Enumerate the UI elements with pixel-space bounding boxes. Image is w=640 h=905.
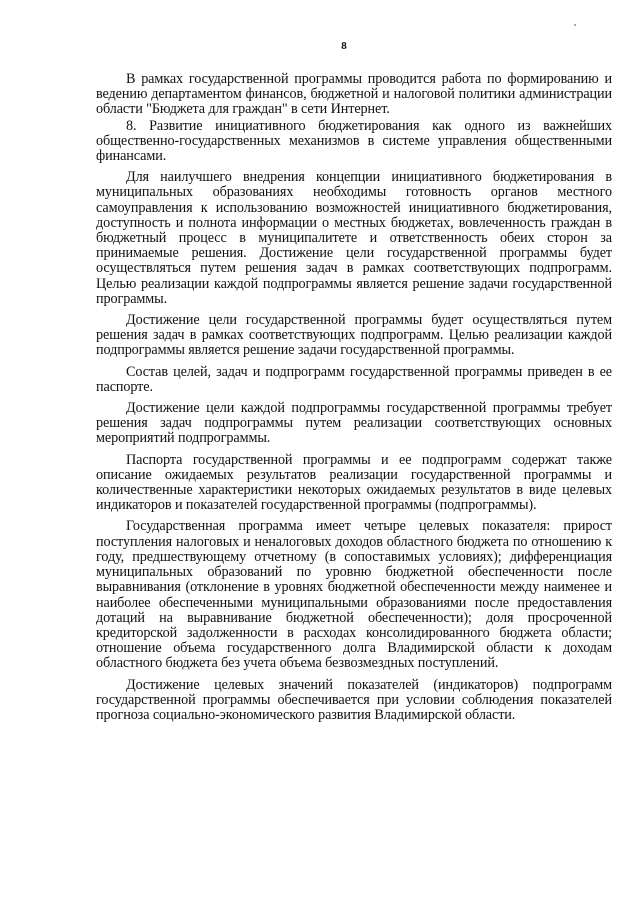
paragraph-initiative-budgeting-heading: 8. Развитие инициативного бюджетирования как одного из важнейших общественно-государственных механизмов в системе управления общественными финансами.	[96, 117, 612, 165]
scan-speck	[574, 24, 576, 26]
paragraph-budget-for-citizens: В рамках государственной программы проводится работа по формированию и ведению департаментом финансов, бюджетной и налоговой политики администрации области "Бюджета для граждан" в сети Интернет.	[96, 71, 612, 118]
paragraph-passport-contents: Паспорта государственной программы и ее подпрограмм содержат также описание ожидаемых результатов реализации государственной программы и количественные характеристики некоторых ожидаемых результатов в виде целевых индикаторов и показателей государственной программы (подпрограммы).	[96, 451, 612, 514]
paragraph-target-values: Достижение целевых значений показателей (индикаторов) подпрограмм государственной программы обеспечивается при условии соблюдения показателей прогноза социально-экономического развития Владимирской области.	[96, 676, 612, 723]
paragraph-passport-composition: Состав целей, задач и подпрограмм государственной программы приведен в ее паспорте.	[96, 363, 612, 395]
paragraph-target-indicators: Государственная программа имеет четыре целевых показателя: прирост поступления налоговых и неналоговых доходов областного бюджета по отношению к году, предшествующему отчетному (в сопоставимых условиях); дифференциация муниципальных образований по уровню бюджетной обеспеченности после выравнивания (отклонение в уровнях бюджетной обеспеченности между наименее и наиболее обеспеченными муниципальными образованиями после предоставления дотаций на выравнивание бюджетной обеспеченности); доля просроченной кредиторской задолженности в расходах консолидированного бюджета области; отношение объема государственного долга Владимирской области к доходам областного бюджета без учета объема безвозмездных поступлений.	[96, 518, 612, 672]
page-number: 8	[341, 40, 347, 52]
paragraph-goal-achievement: Достижение цели государственной программы будет осуществляться путем решения задач в рамках соответствующих подпрограмм. Целью реализации каждой подпрограммы является решение задачи государственной программы.	[96, 312, 612, 359]
paragraph-initiative-budgeting-concept: Для наилучшего внедрения концепции инициативного бюджетирования в муниципальных образованиях необходимы готовность органов местного самоуправления к использованию возможностей инициативного бюджетирования, доступность и полнота информации о местных бюджетах, вовлеченность граждан в бюджетный процесс в муниципалитете и ответственность обеих сторон за принимаемые решения. Достижение цели государственной программы будет осуществляться путем решения задач в рамках соответствующих подпрограмм. Целью реализации каждой подпрограммы является решение задачи государственной программы.	[96, 169, 612, 307]
paragraph-subprogram-goals: Достижение цели каждой подпрограммы государственной программы требует решения задач подпрограммы путем реализации соответствующих основных мероприятий подпрограммы.	[96, 400, 612, 447]
